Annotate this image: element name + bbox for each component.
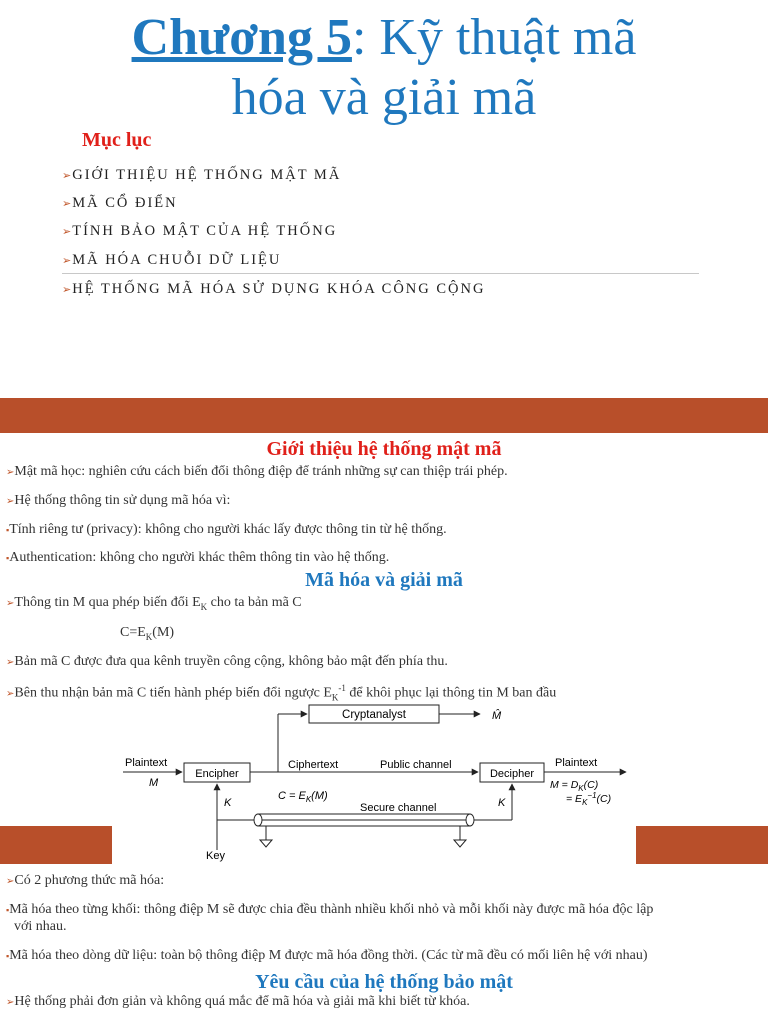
text-line: ▪Tính riêng tư (privacy): không cho người khác lấy được thông tin từ hệ thống. [6, 522, 447, 537]
k-left-label: K [224, 797, 232, 809]
slide-divider-bar [0, 398, 768, 433]
m-in-label: M [149, 777, 159, 789]
section-title: Yêu cầu của hệ thống bảo mật [255, 971, 513, 993]
arrow-bullet-icon: ➢ [6, 657, 15, 668]
square-bullet-icon: ▪ [6, 553, 10, 563]
text-line: ➢Bản mã C được đưa qua kênh truyền công cộng, không bảo mật đến phía thu. [6, 654, 448, 669]
cryptosystem-diagram [118, 700, 630, 862]
toc-heading: Mục lục [82, 129, 152, 151]
toc-item-label: GIỚI THIỆU HỆ THỐNG MẬT MÃ [72, 167, 342, 183]
ciphertext-label: Ciphertext [288, 759, 339, 771]
arrow-bullet-icon: ➢ [62, 198, 72, 210]
arrow-bullet-icon: ➢ [6, 997, 15, 1008]
square-bullet-icon: ▪ [6, 951, 10, 961]
arrow-bullet-icon: ➢ [62, 255, 72, 267]
c-equation: $C = E_K(M)$ [278, 790, 328, 804]
arrow-bullet-icon: ➢ [6, 598, 15, 609]
text-line: ➢Hệ thống phải đơn giản và không quá mắc để mã hóa và giải mã khi biết từ khóa. [6, 994, 470, 1009]
text-line: ▪Authentication: không cho người khác thêm thông tin vào hệ thống. [6, 550, 390, 565]
section-title: Mã hóa và giải mã [305, 569, 463, 591]
key-label: Key [206, 850, 225, 862]
secure-channel-label: Secure channel [360, 802, 437, 814]
toc-item-label: MÃ HÓA CHUỖI DỮ LIỆU [72, 252, 282, 268]
text-line: ➢Có 2 phương thức mã hóa: [6, 873, 165, 888]
arrow-bullet-icon: ➢ [62, 170, 72, 182]
arrow-bullet-icon: ➢ [62, 284, 72, 296]
public-channel-label: Public channel [380, 759, 452, 771]
slide-divider-bar-left [0, 826, 112, 864]
title-text-line1: Kỹ thuật mã [366, 9, 637, 66]
plaintext-out-label: Plaintext [555, 757, 598, 769]
slide-title [0, 8, 768, 128]
plaintext-in-label: Plaintext [125, 757, 168, 769]
title-text-line2: hóa và giải mã [231, 69, 537, 126]
arrow-bullet-icon: ➢ [6, 876, 15, 887]
toc-item-label: HỆ THỐNG MÃ HÓA SỬ DỤNG KHÓA CÔNG CỘNG [72, 281, 486, 297]
chapter-label[interactable]: Chương 5 [131, 9, 352, 66]
text-line: ➢Thông tin M qua phép biến đổi $E_K$ cho ta bản mã C [6, 595, 302, 612]
text-line: ➢Hệ thống thông tin sử dụng mã hóa vì: [6, 493, 231, 508]
square-bullet-icon: ▪ [6, 905, 10, 915]
text-line: ➢Bên thu nhận bản mã C tiến hành phép biến đổi ngược $E_K^{-1}$ để khôi phục lại thông tin M ban đầu [6, 683, 557, 703]
toc-item[interactable] [62, 195, 178, 212]
slide-divider-bar-right [636, 826, 768, 864]
arrow-bullet-icon: ➢ [6, 688, 15, 700]
square-bullet-icon: ▪ [6, 525, 10, 535]
text-line: ▪Mã hóa theo từng khối: thông điệp M sẽ được chia đều thành nhiều khối nhỏ và mỗi khối này được mã hóa độc lập [6, 902, 654, 917]
m-hat-label: M̂ [492, 710, 502, 722]
toc-item[interactable] [62, 281, 485, 298]
toc-item-label: MÃ CỔ ĐIỂN [72, 195, 178, 211]
toc-divider [62, 273, 699, 274]
text-line: ▪Mã hóa theo dòng dữ liệu: toàn bộ thông điệp M được mã hóa đồng thời. (Các từ mã đều có mối liên hệ với nhau) [6, 948, 648, 963]
arrow-bullet-icon: ➢ [62, 226, 72, 238]
toc-item-label: TÍNH BẢO MẬT CỦA HỆ THỐNG [72, 223, 338, 239]
encipher-label: Encipher [195, 768, 239, 780]
title-colon: : [351, 9, 367, 66]
arrow-bullet-icon: ➢ [6, 467, 15, 478]
text-line: ➢Mật mã học: nghiên cứu cách biến đổi thông điệp để tránh những sự can thiệp trái phép. [6, 464, 508, 479]
formula: $C=E_K(M)$ [120, 625, 175, 642]
cryptanalyst-label: Cryptanalyst [342, 709, 406, 721]
decipher-label: Decipher [489, 768, 535, 780]
toc-item[interactable] [62, 252, 281, 269]
k-right-label: K [498, 797, 506, 809]
decipher-equation-1: $M = D_K(C)$ [550, 779, 599, 793]
text-line: với nhau. [14, 919, 67, 934]
toc-item[interactable] [62, 223, 337, 240]
toc-item[interactable] [62, 167, 341, 184]
arrow-bullet-icon: ➢ [6, 496, 15, 507]
section-title: Giới thiệu hệ thống mật mã [266, 438, 502, 460]
decipher-equation-2: = $E_K^{-1}(C)$ [566, 791, 612, 807]
